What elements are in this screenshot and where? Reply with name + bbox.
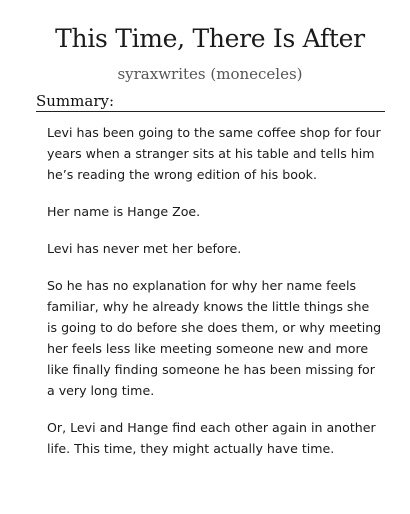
author-byline[interactable]: syraxwrites (moneceles) — [117, 65, 303, 83]
summary-paragraph: So he has no explanation for why her name feels familiar, why he already knows the little things she is going to do before she does them, or why meeting her feels less like meeting someone new and more like finally finding someone he has been missing for a very long time. — [47, 278, 382, 398]
summary-paragraph: Levi has never met her before. — [47, 241, 242, 256]
work-title: This Time, There Is After — [55, 24, 365, 53]
summary-heading: Summary: — [36, 92, 385, 112]
summary-paragraph: Or, Levi and Hange find each other again in another life. This time, they might actually have time. — [47, 420, 376, 456]
summary-paragraph: Levi has been going to the same coffee shop for four years when a stranger sits at his table and tells him he’s reading the wrong edition of his book. — [47, 125, 381, 182]
summary-text — [47, 122, 382, 475]
summary-paragraph: Her name is Hange Zoe. — [47, 204, 201, 219]
